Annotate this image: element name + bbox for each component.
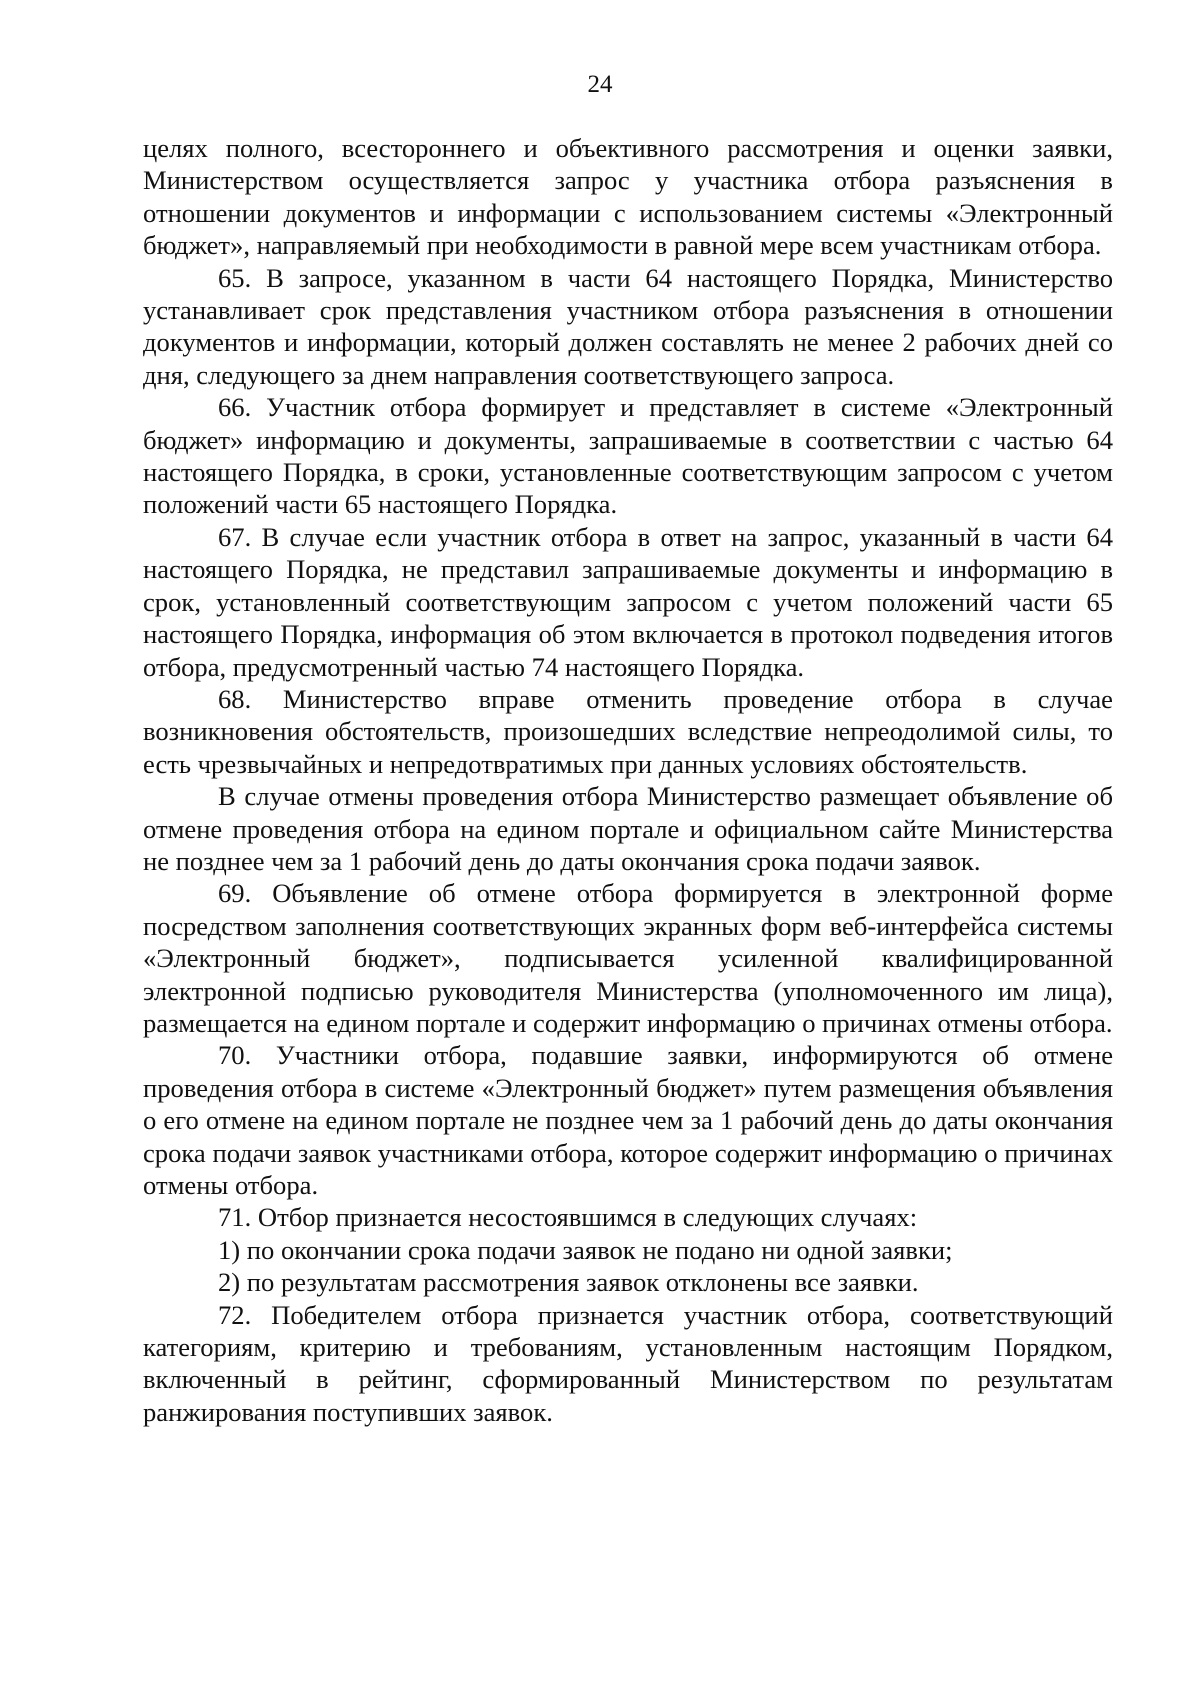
paragraph-64-continuation: целях полного, всестороннего и объективного рассмотрения и оценки заявки, Министерством осуществляется запрос у участника отбора разъяснения в отношении документов и информации с использованием системы «Электронный бюджет», направляемый при необходимости в равной мере всем участникам отбора. — [143, 133, 1113, 261]
paragraph-70: 70. Участники отбора, подавшие заявки, информируются об отмене проведения отбора в системе «Электронный бюджет» путем размещения объявления о его отмене на едином портале не позднее чем за 1 рабочий день до даты окончания срока подачи заявок участниками отбора, которое содержит информацию о причинах отмены отбора. — [143, 1040, 1113, 1200]
paragraph-65: 65. В запросе, указанном в части 64 настоящего Порядка, Министерство устанавливает срок представления участником отбора разъяснения в отношении документов и информации, который должен составлять не менее 2 рабочих дней со дня, следующего за днем направления соответствующего запроса. — [143, 262, 1113, 390]
document-body — [143, 132, 1113, 1428]
paragraph-66: 66. Участник отбора формирует и представляет в системе «Электронный бюджет» информацию и документы, запрашиваемые в соответствии с частью 64 настоящего Порядка, в сроки, установленные соответствующим запросом с учетом положений части 65 настоящего Порядка. — [143, 392, 1113, 520]
paragraph-71-item-1: 1) по окончании срока подачи заявок не подано ни одной заявки; — [218, 1234, 953, 1265]
paragraph-69: 69. Объявление об отмене отбора формируется в электронной форме посредством заполнения соответствующих экранных форм веб-интерфейса системы «Электронный бюджет», подписывается усиленной квалифицированной электронной подписью руководителя Министерства (уполномоченного им лица), размещается на едином портале и содержит информацию о причинах отмены отбора. — [143, 878, 1113, 1038]
paragraph-67: 67. В случае если участник отбора в ответ на запрос, указанный в части 64 настоящего Порядка, не представил запрашиваемые документы и информацию в срок, установленный соответствующим запросом с учетом положений части 65 настоящего Порядка, информация об этом включается в протокол подведения итогов отбора, предусмотренный частью 74 настоящего Порядка. — [143, 521, 1113, 682]
paragraph-68-cancellation: В случае отмены проведения отбора Министерство размещает объявление об отмене проведения отбора на едином портале и официальном сайте Министерства не позднее чем за 1 рабочий день до даты окончания срока подачи заявок. — [143, 781, 1113, 876]
page-number: 24 — [587, 71, 613, 98]
paragraph-71-item-2: 2) по результатам рассмотрения заявок отклонены все заявки. — [218, 1267, 919, 1298]
paragraph-71: 71. Отбор признается несостоявшимся в следующих случаях: — [218, 1202, 918, 1233]
paragraph-68: 68. Министерство вправе отменить проведение отбора в случае возникновения обстоятельств, произошедших вследствие непреодолимой силы, то есть чрезвычайных и непредотвратимых при данных условиях обстоятельств. — [143, 683, 1113, 779]
paragraph-72: 72. Победителем отбора признается участник отбора, соответствующий категориям, критерию и требованиям, установленным настоящим Порядком, включенный в рейтинг, сформированный Министерством по результатам ранжирования поступивших заявок. — [143, 1299, 1113, 1427]
